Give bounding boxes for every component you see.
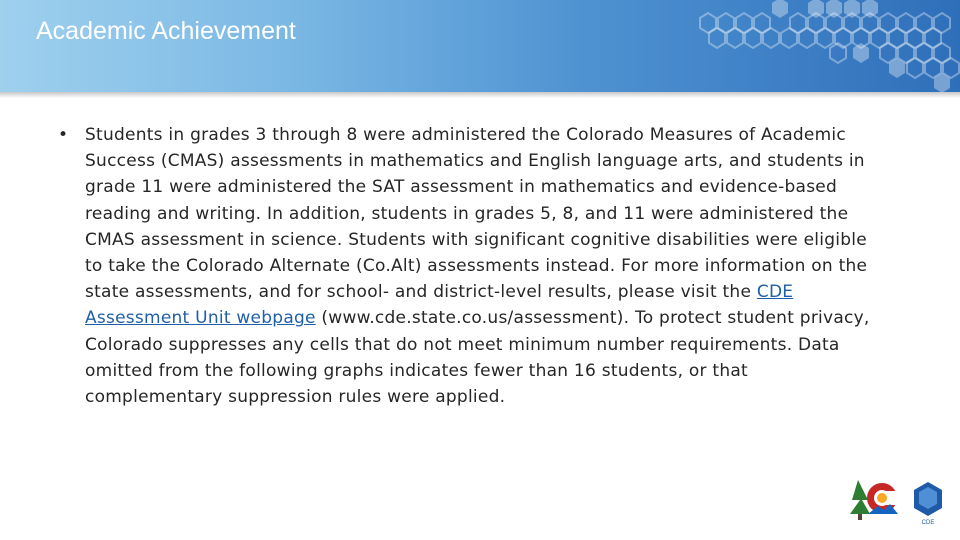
- paragraph-text-part-1: Students in grades 3 through 8 were administered the Colorado Measures of Academic Success (CMAS) assessments in mathematics and English language arts, and students in grade 11 were administered the SAT assessment in mathematics and evidence-based reading and writing. In addition, students in grades 5, 8, and 11 were administered the CMAS assessment in science. Students with significant cognitive disabilities were eligible to take the Colorado Alternate (Co.Alt) assessments instead. For more information on the state assessments, and for school- and district-level results, please visit the: [85, 125, 868, 303]
- header-banner: [0, 0, 960, 92]
- header-shadow: [0, 92, 960, 98]
- cde-assessment-unit-link[interactable]: CDE Assessment Unit webpage: [85, 282, 794, 329]
- bullet-item: [58, 122, 878, 410]
- svg-text:CDE: CDE: [921, 520, 935, 526]
- bullet-marker: •: [58, 125, 69, 145]
- hexagon-pattern-decoration: [660, 0, 960, 92]
- paragraph-text-part-2: (www.cde.state.co.us/assessment). To protect student privacy, Colorado suppresses any cells that do not meet minimum number requirements. Data omitted from the following graphs indicates fewer than 16 students, or that complementary suppression rules were applied.: [85, 308, 870, 408]
- cde-seal-icon: [914, 482, 942, 526]
- bullet-paragraph: [85, 122, 878, 410]
- slide-title: Academic Achievement: [36, 17, 296, 45]
- slide-body: [58, 122, 878, 410]
- colorado-logo-icon: [850, 480, 898, 520]
- footer-logos: [846, 480, 946, 526]
